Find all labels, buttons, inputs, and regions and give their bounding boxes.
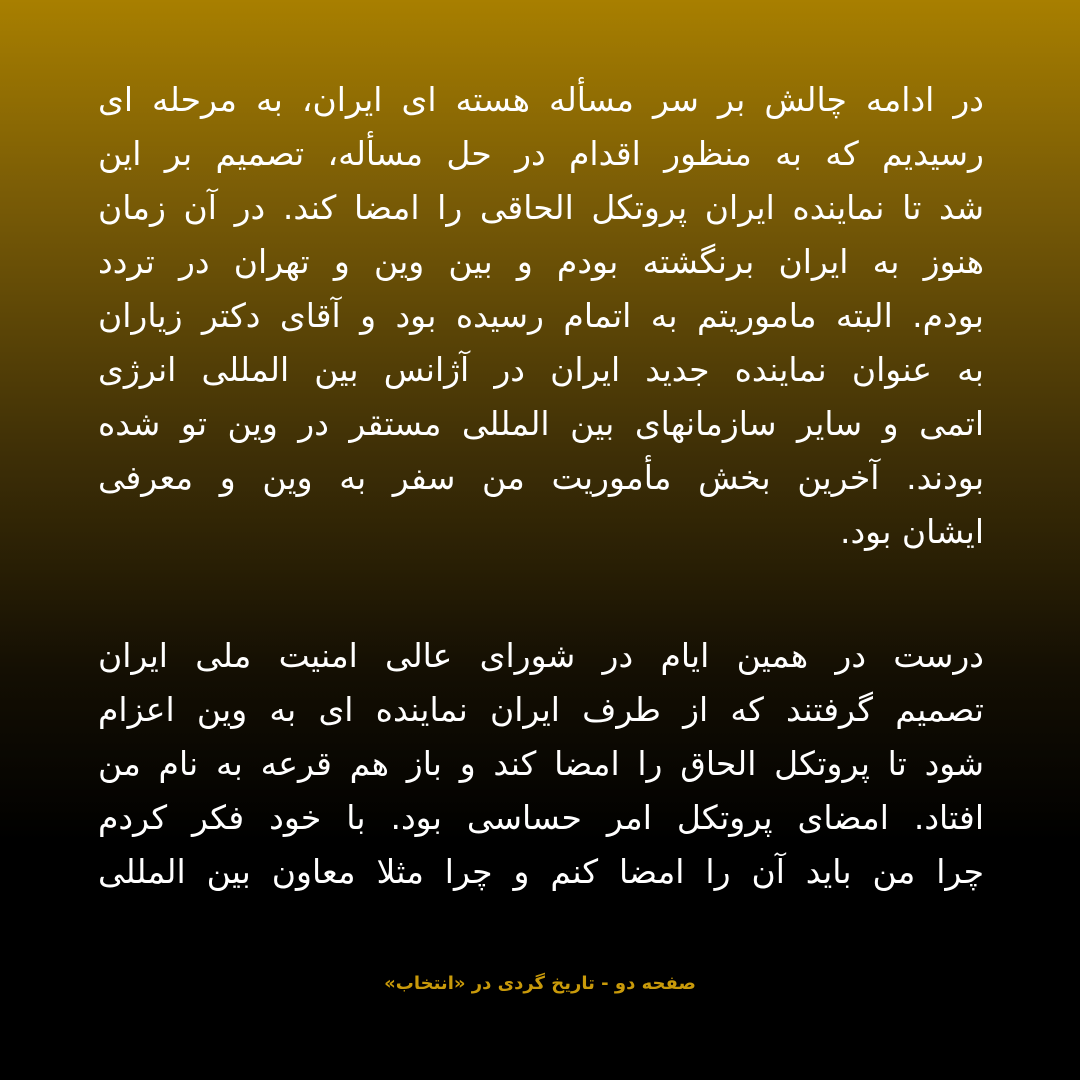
paragraph-line: شد تا نماینده ایران پروتکل الحاقی را امضا کند. در آن زمان (98, 188, 984, 227)
paragraph-line: بودم. البته ماموریتم به اتمام رسیده بود و آقای دکتر زیاران (98, 296, 984, 335)
paragraph-line: هنوز به ایران برنگشته بودم و بین وین و تهران در تردد (98, 242, 984, 281)
paragraph-line: درست در همین ایام در شورای عالی امنیت ملی ایران (98, 636, 984, 675)
paragraph-line: به عنوان نماینده جدید ایران در آژانس بین المللی انرژی (98, 350, 984, 389)
paragraph-line: در ادامه چالش بر سر مسأله هسته ای ایران، به مرحله ای (98, 80, 984, 119)
paragraph-line: رسیدیم که به منظور اقدام در حل مسأله، تصمیم بر این (98, 134, 984, 173)
paragraph-line: افتاد. امضای پروتکل امر حساسی بود. با خود فکر کردم (98, 798, 984, 837)
article-paragraph-2 (98, 629, 984, 899)
paragraph-line: چرا من باید آن را امضا کنم و چرا مثلا معاون بین المللی (98, 852, 984, 891)
paragraph-line: تصمیم گرفتند که از طرف ایران نماینده ای به وین اعزام (98, 690, 984, 729)
paragraph-line: ایشان بود. (840, 512, 984, 551)
paragraph-line: بودند. آخرین بخش مأموریت من سفر به وین و معرفی (98, 458, 984, 497)
paragraph-line: اتمی و سایر سازمانهای بین المللی مستقر در وین تو شده (98, 404, 984, 443)
article-paragraph-1 (98, 73, 984, 559)
footer-caption: صفحه دو - تاریخ گردی در «انتخاب» (384, 973, 696, 994)
paragraph-line: شود تا پروتکل الحاق را امضا کند و باز هم قرعه به نام من (98, 744, 984, 783)
